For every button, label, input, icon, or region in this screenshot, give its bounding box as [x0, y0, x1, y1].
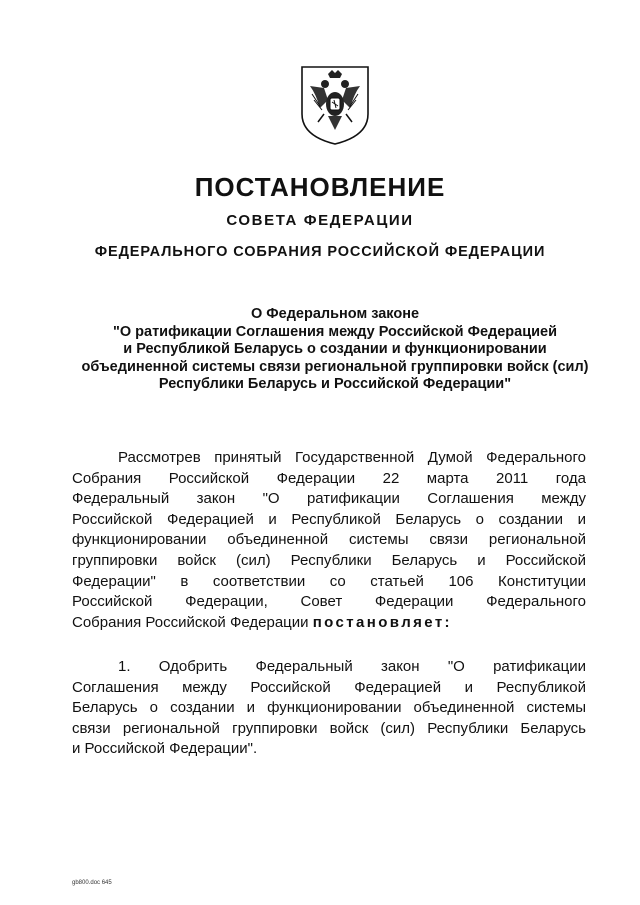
paragraph-line-text: Собрания Российской Федерации: [72, 613, 309, 631]
law-heading-line: О Федеральном законе: [250, 306, 420, 322]
paragraph-line: Российской Федерации, Совет Федерации Федерального: [72, 593, 586, 611]
paragraph-line: 1. Одобрить Федеральный закон "О ратификации: [118, 658, 586, 675]
paragraph-line: и Российской Федерации".: [72, 740, 258, 758]
paragraph-line: Рассмотрев принятый Государственной Думой Федерального: [118, 449, 586, 466]
document-subtitle-assembly: ФЕДЕРАЛЬНОГО СОБРАНИЯ РОССИЙСКОЙ ФЕДЕРАЦИИ: [94, 244, 546, 260]
russian-coat-of-arms-icon: [298, 64, 372, 146]
paragraph-line: Беларусь о создании и функционировании объединенной системы: [72, 699, 586, 717]
paragraph-line: Федерации" в соответствии со статьей 106 Конституции: [72, 572, 586, 590]
resolution-item-1: [72, 657, 586, 760]
paragraph-line: Соглашения между Российской Федерацией и Республикой: [72, 678, 586, 696]
paragraph-line: Собрания Российской Федерации 22 марта 2011 года: [72, 469, 586, 487]
document-subtitle-council: СОВЕТА ФЕДЕРАЦИИ: [226, 212, 414, 229]
law-heading-line: "О ратификации Соглашения между Российской Федерацией: [112, 323, 558, 340]
paragraph-line: Федеральный закон "О ратификации Соглашения между: [72, 490, 586, 508]
law-heading-line: объединенной системы связи региональной группировки войск (сил): [81, 358, 589, 375]
resolution-preamble: [72, 448, 586, 633]
resolves-word: постановляет:: [312, 613, 452, 631]
paragraph-line: связи региональной группировки войск (сил) Республики Беларусь: [72, 719, 586, 737]
law-heading-line: Республики Беларусь и Российской Федерации": [158, 376, 512, 393]
paragraph-line: функционировании объединенной системы связи региональной: [72, 531, 586, 549]
law-heading-line: и Республикой Беларусь о создании и функционировании: [123, 341, 547, 358]
paragraph-last-line: [72, 613, 586, 634]
document-title: ПОСТАНОВЛЕНИЕ: [194, 172, 446, 202]
law-heading: [60, 306, 610, 394]
file-code: gb800.doc 645: [72, 880, 112, 886]
paragraph-line: группировки войск (сил) Республики Беларусь и Российской: [72, 551, 586, 569]
paragraph-line: Российской Федерацией и Республикой Беларусь о создании и: [72, 510, 586, 528]
